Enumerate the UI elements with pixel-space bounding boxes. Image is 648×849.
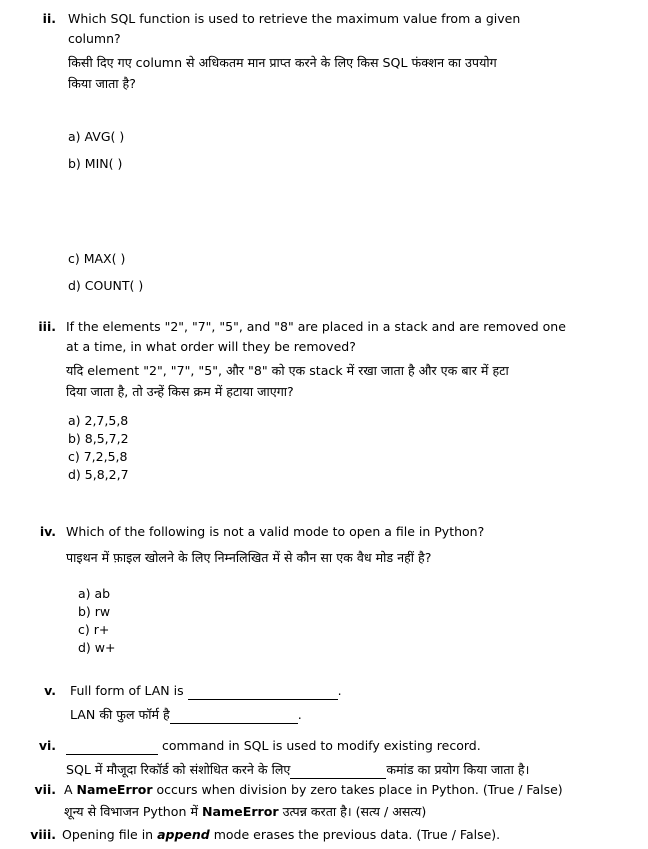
term-nameerror-en: NameError	[76, 782, 153, 797]
question-number: vi.	[38, 738, 56, 753]
question-body	[62, 826, 632, 844]
question-text-en-line1: If the elements "2", "7", "5", and "8" are placed in a stack and are removed one	[66, 319, 566, 334]
question-text-en-line2: at a time, in what order will they be removed?	[66, 339, 356, 355]
question-text-en-line1: Which of the following is not a valid mode to open a file in Python?	[66, 524, 485, 539]
fill-suffix-hi: कमांड का प्रयोग किया जाता है।	[386, 762, 530, 778]
fill-prefix-hi: LAN की फुल फॉर्म है	[70, 707, 170, 723]
question-body	[64, 781, 632, 821]
question-text-en	[66, 737, 632, 755]
question-text-hi-line1: यदि element "2", "7", "5", और "8" को एक stack में रखा जाता है और एक बार में हटा	[66, 363, 509, 379]
question-text-hi	[66, 761, 632, 779]
question-body	[66, 318, 632, 401]
option-b[interactable]: b) 8,5,7,2	[68, 431, 129, 447]
question-text-hi	[70, 706, 632, 724]
option-d[interactable]: d) 5,8,2,7	[68, 467, 129, 483]
question-ii-options-top	[68, 128, 628, 173]
question-vi	[28, 737, 632, 779]
fill-prefix-en: Full form of LAN is	[70, 683, 188, 698]
text-prefix-hi: शून्य से विभाजन Python में	[64, 804, 203, 820]
question-iii	[28, 318, 632, 401]
question-number: v.	[44, 683, 56, 698]
text-prefix-en: A	[64, 782, 77, 797]
question-ii-options-bottom	[68, 250, 628, 295]
question-text-hi-line1: पाइथन में फ़ाइल खोलने के लिए निम्नलिखित में से कौन सा एक वैध मोड नहीं है?	[66, 550, 432, 566]
fill-blank-en[interactable]	[66, 754, 158, 755]
question-text-hi	[64, 803, 632, 821]
option-d[interactable]: d) w+	[78, 640, 116, 656]
question-number: iv.	[39, 524, 56, 539]
fill-suffix-hi: .	[297, 707, 302, 723]
question-iv	[28, 523, 632, 567]
question-text-en	[70, 682, 632, 700]
term-append: append	[157, 827, 210, 842]
question-number: viii.	[30, 827, 56, 842]
question-number: vii.	[34, 782, 56, 797]
term-nameerror-hi: NameError	[202, 804, 279, 820]
option-b[interactable]: b) MIN( )	[68, 156, 123, 172]
option-c[interactable]: c) 7,2,5,8	[68, 449, 128, 465]
text-prefix-en: Opening file in	[62, 827, 158, 842]
fill-suffix-en: command in SQL is used to modify existing record.	[158, 738, 481, 753]
text-suffix-en: occurs when division by zero takes place in Python. (True / False)	[152, 782, 563, 797]
option-a[interactable]: a) ab	[78, 586, 111, 601]
question-iv-options	[78, 585, 638, 658]
question-viii	[20, 826, 632, 844]
fill-blank-hi[interactable]	[290, 778, 386, 779]
question-number: iii.	[38, 319, 56, 334]
text-suffix-hi: उत्पन्न करता है। (सत्य / असत्य)	[278, 804, 427, 820]
question-ii	[30, 10, 630, 93]
question-iii-options	[68, 412, 628, 485]
option-c[interactable]: c) MAX( )	[68, 251, 126, 266]
fill-prefix-hi: SQL में मौजूदा रिकॉर्ड को संशोधित करने के लिए	[66, 762, 291, 778]
option-b[interactable]: b) rw	[78, 604, 111, 620]
fill-suffix-en: .	[337, 683, 342, 698]
question-body	[70, 682, 632, 724]
option-a[interactable]: a) AVG( )	[68, 129, 125, 144]
fill-blank-hi[interactable]	[170, 723, 298, 724]
question-text-hi-line1: किसी दिए गए column से अधिकतम मान प्राप्त करने के लिए किस SQL फंक्शन का उपयोग	[68, 55, 497, 71]
question-text-en	[64, 781, 632, 799]
question-text-en	[62, 826, 632, 844]
question-body	[66, 737, 632, 779]
option-c[interactable]: c) r+	[78, 622, 110, 638]
fill-blank-en[interactable]	[188, 699, 338, 700]
question-body	[66, 523, 632, 567]
question-number: ii.	[42, 11, 56, 26]
question-v	[32, 682, 632, 724]
text-suffix-en: mode erases the previous data. (True / False).	[209, 827, 501, 842]
question-text-hi-line2: किया जाता है?	[68, 75, 136, 91]
question-text-hi-line2: दिया जाता है, तो उन्हें किस क्रम में हटाया जाएगा?	[66, 383, 294, 399]
question-text-en-line1: Which SQL function is used to retrieve the maximum value from a given	[68, 11, 521, 26]
option-d[interactable]: d) COUNT( )	[68, 278, 144, 294]
question-text-en-line2: column?	[68, 31, 121, 47]
question-body	[68, 10, 630, 93]
question-vii	[24, 781, 632, 821]
option-a[interactable]: a) 2,7,5,8	[68, 413, 129, 428]
